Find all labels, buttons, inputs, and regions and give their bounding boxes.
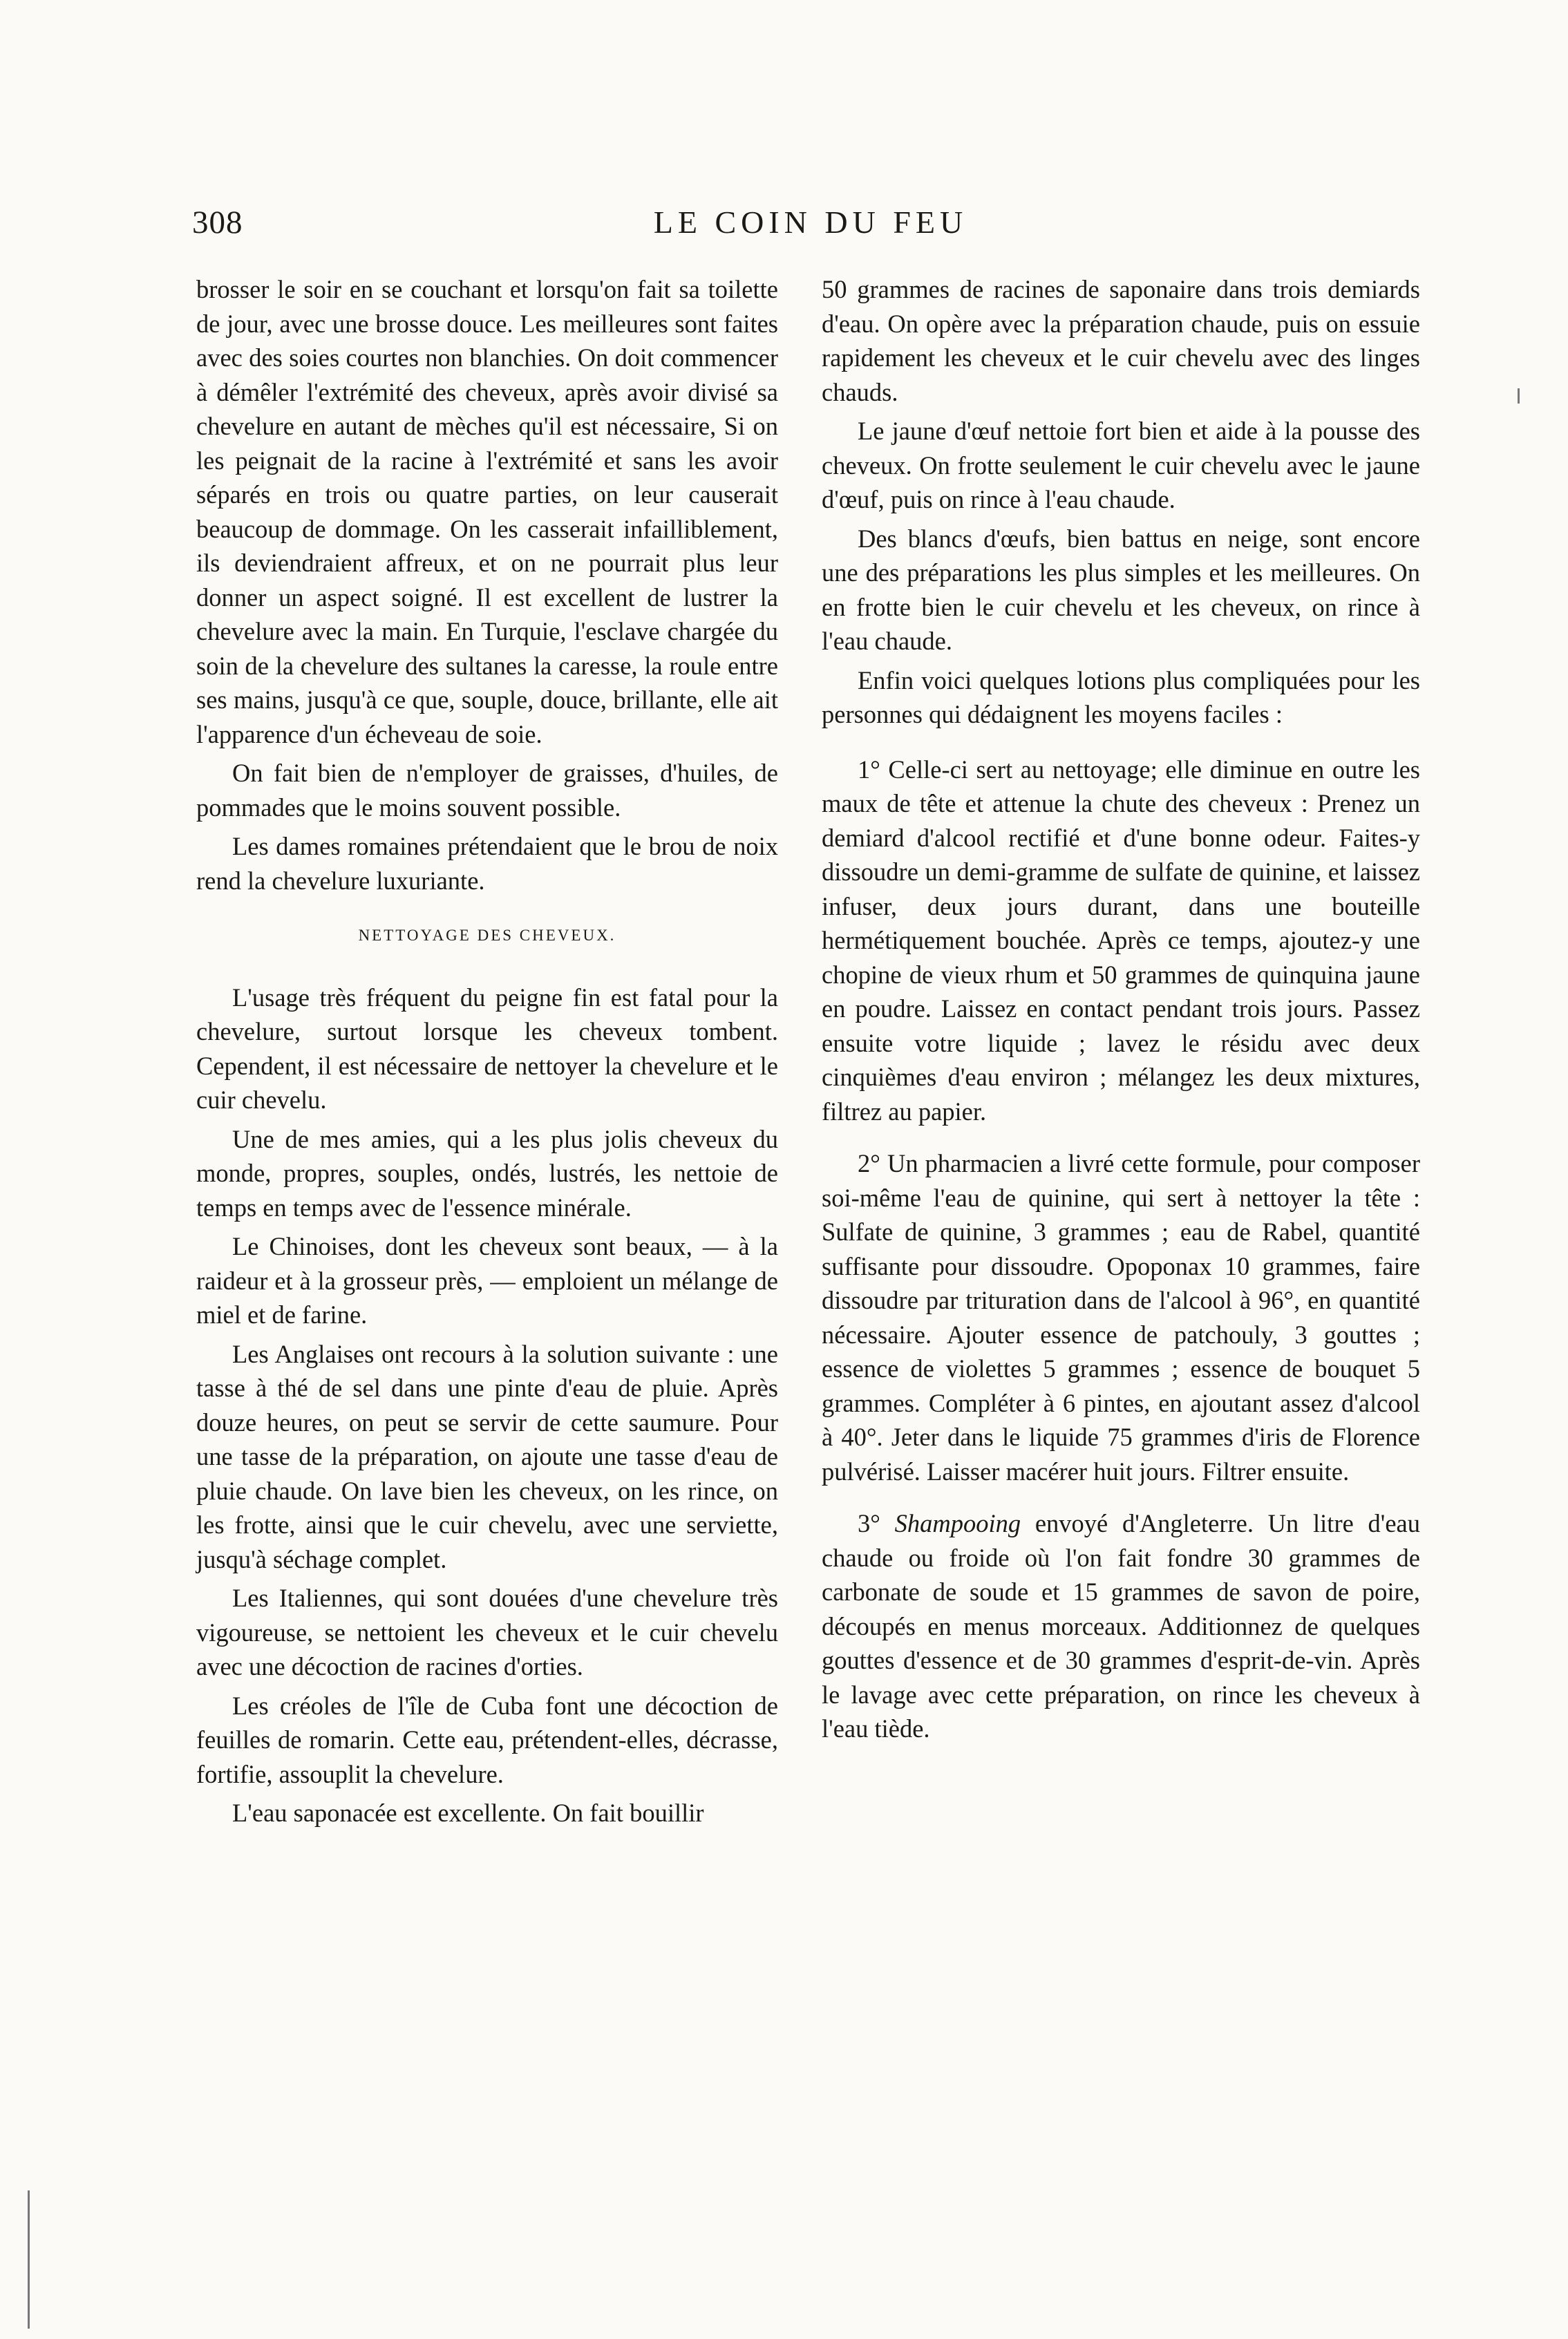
scan-edge-mark (1518, 388, 1520, 404)
paragraph: Enfin voici quelques lotions plus compliquées pour les personnes qui dédaignent les moyens faciles : (822, 665, 1420, 728)
scan-edge-mark (28, 2190, 30, 2329)
paragraph: Des blancs d'œufs, bien battus en neige, sont encore une des préparations les plus simples et les meilleures. On en frotte bien le cuir chevelu et les cheveux, on rince à l'eau chaude. (822, 524, 1420, 655)
paragraph: 50 grammes de racines de saponaire dans trois demiards d'eau. On opère avec la préparation chaude, puis on essuie rapidement les cheveux et le cuir chevelu avec des linges chauds. (822, 275, 1420, 406)
paragraph: Le jaune d'œuf nettoie fort bien et aide à la pousse des cheveux. On frotte seulement le cuir chevelu avec le jaune d'œuf, puis on rince à l'eau chaude. (822, 417, 1420, 513)
paragraph: Une de mes amies, qui a les plus jolis cheveux du monde, propres, souples, ondés, lustrés, les nettoie de temps en temps avec de l'essence minérale. (196, 1124, 778, 1222)
recipe-2: 2° Un pharmacien a livré cette formule, pour composer soi-même l'eau de quinine, qui sert à nettoyer la tête : Sulfate de quinine, 3 grammes ; eau de Rabel, quantité suffisante pour dissoudre. Opoponax 10 grammes, faire dissoudre par trituration dans de l'alcool à 96°, en quantité nécessaire. Ajouter essence de patchouly, 3 gouttes ; essence de violettes 5 grammes ; essence de bouquet 5 grammes. Compléter à 6 pintes, en ajoutant assez d'alcool à 40°. Jeter dans le liquide 75 grammes d'iris de Florence pulvérisé. Laisser macérer huit jours. Filtrer ensuite. (822, 1149, 1420, 1486)
left-column (196, 272, 778, 1835)
paragraph: On fait bien de n'employer de graisses, d'huiles, de pommades que le moins souvent possible. (196, 759, 778, 822)
paragraph: Les Italiennes, qui sont douées d'une chevelure très vigoureuse, se nettoient les cheveux et le cuir chevelu avec une décoction de racines d'orties. (196, 1584, 778, 1680)
recipe-3-number: 3° (858, 1509, 880, 1537)
paragraph: brosser le soir en se couchant et lorsqu'on fait sa toilette de jour, avec une brosse douce. Les meilleures sont faites avec des soies courtes non blanchies. On doit commencer à démêler l'extrémité des cheveux, après avoir divisé sa chevelure en autant de mèches qu'il est nécessaire, Si on les peignait de la racine à l'extrémité et sans les avoir séparés en trois ou quatre parties, on leur causerait beaucoup de dommage. On les casserait infailliblement, ils deviendraient affreux, et on ne pourrait plus leur donner un aspect soigné. Il est excellent de lustrer la chevelure avec la main. En Turquie, l'esclave chargée du soin de la chevelure des sultanes la caresse, la roule entre ses mains, jusqu'à ce que, souple, douce, brillante, elle ait l'apparence d'un écheveau de soie. (196, 275, 778, 748)
recipe-3-text: envoyé d'Angleterre. Un litre d'eau chaude ou froide où l'on fait fondre 30 grammes de carbonate de soude et 15 grammes de savon de poire, découpés en menus morceaux. Additionnez de quelques gouttes d'essence et de 30 grammes d'esprit-de-vin. Après le lavage avec cette préparation, on rince les cheveux à l'eau tiède. (822, 1509, 1421, 1743)
page-header (192, 204, 1429, 245)
recipe-3 (822, 1506, 1420, 1746)
recipe-1: 1° Celle-ci sert au nettoyage; elle diminue en outre les maux de tête et attenue la chute des cheveux : Prenez un demiard d'alcool rectifié et d'une bonne odeur. Faites-y dissoudre un demi-gramme de sulfate de quinine, et laissez infuser, deux jours durant, dans une bouteille hermétiquement bouchée. Après ce temps, ajoutez-y une chopine de vieux rhum et 50 grammes de quinquina jaune en poudre. Laissez en contact pendant trois jours. Passez ensuite votre liquide ; lavez le résidu avec deux cinquièmes d'eau environ ; mélangez les deux mixtures, filtrez au papier. (822, 755, 1420, 1126)
paragraph: Le Chinoises, dont les cheveux sont beaux, — à la raideur et à la grosseur près, — emploient un mélange de miel et de farine. (196, 1232, 778, 1329)
recipe-3-title: Shampooing (894, 1509, 1021, 1537)
section-title: NETTOYAGE DES CHEVEUX. (358, 927, 616, 944)
running-title: LE COIN DU FEU (653, 205, 968, 240)
page-number: 308 (192, 205, 243, 240)
paragraph: Les Anglaises ont recours à la solution suivante : une tasse à thé de sel dans une pinte d'eau de pluie. Après douze heures, on peut se servir de cette saumure. Pour une tasse de la préparation, on ajoute une tasse d'eau de pluie chaude. On lave bien les cheveux, on les rince, on les frotte, ainsi que le cuir chevelu, avec une serviette, jusqu'à séchage complet. (196, 1339, 778, 1573)
paragraph: L'eau saponacée est excellente. On fait bouillir (232, 1799, 704, 1827)
paragraph: Les créoles de l'île de Cuba font une décoction de feuilles de romarin. Cette eau, prétendent-elles, décrasse, fortifie, assouplit la chevelure. (196, 1691, 778, 1788)
paragraph: Les dames romaines prétendaient que le brou de noix rend la chevelure luxuriante. (196, 832, 778, 895)
right-column (822, 272, 1420, 1751)
paragraph: L'usage très fréquent du peigne fin est fatal pour la chevelure, surtout lorsque les cheveux tombent. Cependent, il est nécessaire de nettoyer la chevelure et le cuir chevelu. (196, 983, 778, 1114)
